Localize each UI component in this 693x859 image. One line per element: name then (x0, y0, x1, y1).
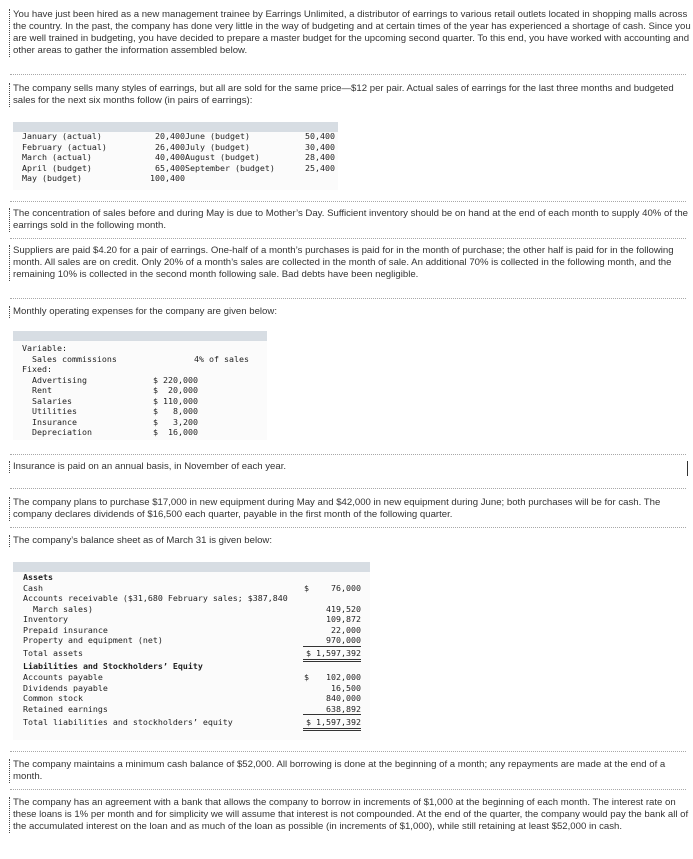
table-header-bar (13, 562, 370, 572)
expense-value: $ 8,000 (153, 406, 198, 416)
expense-value: $ 20,000 (153, 385, 198, 395)
expense-label: Salaries (32, 395, 72, 406)
equipment-paragraph: The company plans to purchase $17,000 in new equipment during May and $42,000 in new equipment during June; both purchases will be for cash. The company declares dividends of $16,500 each quarter, payable in the first month of the following quarter. (9, 497, 691, 521)
expense-label: Utilities (32, 406, 77, 416)
sales-value-aug: 28,400 (305, 152, 335, 162)
total-assets-value: $ 1,597,392 (303, 648, 361, 662)
expense-value: $ 220,000 (153, 374, 198, 385)
ap-label: Accounts payable (23, 672, 103, 682)
sales-value-feb: 26,400 (155, 141, 185, 152)
cash-value: 76,000 (331, 582, 361, 593)
commission-label: Sales commissions (32, 353, 117, 364)
variable-label: Variable: (22, 343, 67, 353)
expenses-intro-paragraph: Monthly operating expenses for the company are given below: (9, 306, 691, 318)
common-stock-value: 840,000 (326, 693, 361, 703)
sales-value-jun: 50,400 (305, 131, 335, 141)
ap-value: 102,000 (326, 672, 361, 682)
divider (10, 298, 686, 299)
fixed-label: Fixed: (22, 364, 52, 374)
expense-label: Rent (32, 385, 52, 395)
text-cursor (687, 461, 688, 476)
expense-value: $ 3,200 (153, 416, 198, 427)
divider (10, 751, 686, 752)
sales-value-jan: 20,400 (155, 131, 185, 141)
sales-value-jul: 30,400 (305, 141, 335, 152)
min-cash-paragraph: The company maintains a minimum cash balance of $52,000. All borrowing is done at the beginning of a month; any repayments are made at the end of a month. (9, 759, 691, 783)
sales-month-jul: July (budget) (185, 141, 250, 152)
sales-month-aug: August (budget) (185, 152, 260, 162)
balance-intro-paragraph: The company’s balance sheet as of March 31 is given below: (9, 535, 691, 547)
ppe-value: 970,000 (303, 635, 361, 647)
suppliers-paragraph: Suppliers are paid $4.20 for a pair of earrings. One-half of a month’s purchases is paid for in the month of purchase; the other half is paid for in the following month. All sales are on credit. Only 20% of a month’s sales are collected in the month of sale. An additional 70% is collected in the following month, and the remaining 10% is collected in the second month following sale. Bad debts have been negligible. (9, 245, 691, 281)
prepaid-label: Prepaid insurance (23, 624, 108, 635)
cash-dollar: $ (304, 582, 309, 593)
divider (10, 789, 686, 790)
sales-month-may: May (budget) (22, 173, 82, 183)
divider (10, 527, 686, 528)
intro-paragraph: You have just been hired as a new management trainee by Earrings Unlimited, a distributor of earrings to various retail outlets located in shopping malls across the country. In the past, the company has done very little in the way of budgeting and at certain times of the year has experienced a shortage of cash. Since you are well trained in budgeting, you have decided to prepare a master budget for the upcoming second quarter. To this end, you have worked with accounting and other areas to gather the information assembled below. (9, 9, 691, 57)
expenses-table (13, 331, 267, 440)
dividends-label: Dividends payable (23, 682, 108, 693)
retained-earnings-value: 638,892 (303, 704, 361, 716)
total-liabilities-value: $ 1,597,392 (303, 717, 361, 731)
expense-value: $ 110,000 (153, 395, 198, 406)
ar-label-cont: March sales) (33, 603, 93, 614)
divider (10, 201, 686, 202)
inventory-value: 109,872 (326, 614, 361, 624)
sales-value-may: 100,400 (150, 173, 185, 183)
balance-sheet (13, 562, 370, 740)
retained-earnings-label: Retained earnings (23, 703, 108, 714)
table-header-bar (13, 331, 267, 341)
divider (10, 238, 686, 239)
total-assets-label: Total assets (23, 648, 83, 658)
bank-paragraph: The company has an agreement with a bank that allows the company to borrow in increments of $1,000 at the beginning of each month. The interest rate on these loans is 1% per month and for simplicity we will assume that interest is not compounded. At the end of the quarter, the company would pay the bank all of the accumulated interest on the loan and as much of the loan as possible (in increments of $1,000), while still retaining at least $52,000 in cash. (9, 797, 691, 833)
insurance-paragraph: Insurance is paid on an annual basis, in November of each year. (9, 461, 691, 473)
ar-label: Accounts receivable ($31,680 February sales; $387,840 (23, 593, 288, 603)
sales-month-sep: September (budget) (185, 162, 275, 173)
divider (10, 454, 686, 455)
sales-value-sep: 25,400 (305, 162, 335, 173)
inventory-label: Inventory (23, 614, 68, 624)
expense-label: Insurance (32, 416, 77, 427)
sales-month-apr: April (budget) (22, 162, 92, 173)
sales-table (13, 122, 338, 190)
prepaid-value: 22,000 (331, 624, 361, 635)
divider (10, 488, 686, 489)
assets-heading: Assets (23, 572, 53, 582)
ap-dollar: $ (304, 672, 309, 682)
cash-label: Cash (23, 582, 43, 593)
dividends-value: 16,500 (331, 682, 361, 693)
expense-label: Depreciation (32, 427, 92, 437)
sales-month-mar: March (actual) (22, 152, 92, 162)
sales-month-feb: February (actual) (22, 141, 107, 152)
sales-value-apr: 65,400 (155, 162, 185, 173)
sales-month-jan: January (actual) (22, 131, 102, 141)
expense-label: Advertising (32, 374, 87, 385)
sales-month-jun: June (budget) (185, 131, 250, 141)
sales-intro-paragraph: The company sells many styles of earrings, but all are sold for the same price—$12 per pair. Actual sales of earrings for the last three months and budgeted sales for the next six months follow (in pairs of earrings): (9, 83, 691, 107)
concentration-paragraph: The concentration of sales before and during May is due to Mother’s Day. Sufficient inventory should be on hand at the end of each month to supply 40% of the earrings sold in the following month. (9, 208, 691, 232)
sales-value-mar: 40,400 (155, 152, 185, 162)
ppe-label: Property and equipment (net) (23, 635, 163, 645)
liabilities-heading: Liabilities and Stockholders’ Equity (23, 661, 203, 671)
common-stock-label: Common stock (23, 693, 83, 703)
expense-value: $ 16,000 (153, 427, 198, 437)
ar-value: 419,520 (326, 603, 361, 614)
commission-value: 4% of sales (194, 353, 249, 364)
divider (10, 74, 686, 75)
total-liabilities-label: Total liabilities and stockholders’ equity (23, 717, 233, 727)
